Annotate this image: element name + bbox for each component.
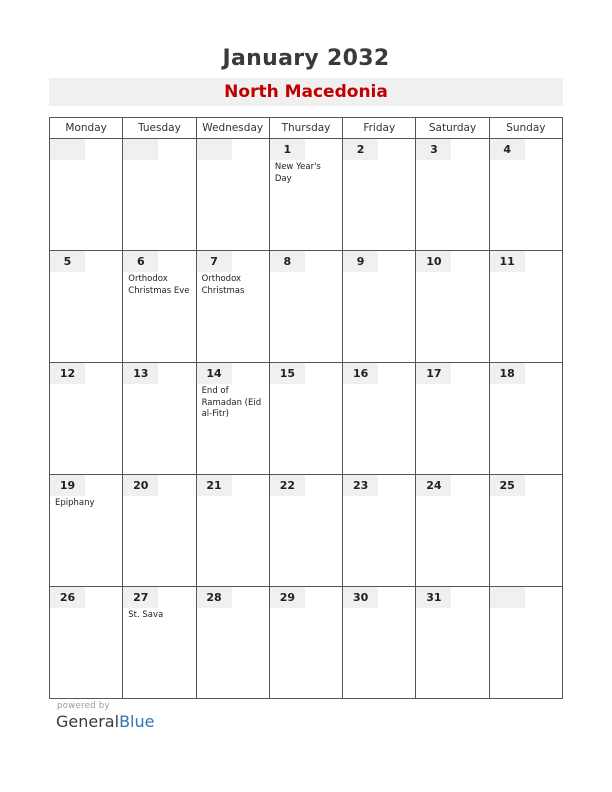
calendar-day-cell[interactable] — [269, 363, 342, 475]
calendar-day-cell[interactable] — [196, 475, 269, 587]
calendar-day-cell[interactable] — [489, 139, 562, 251]
holiday-label: Orthodox Christmas — [201, 274, 245, 296]
day-number: 11 — [490, 251, 525, 272]
calendar-day-cell[interactable] — [123, 587, 196, 699]
calendar-day-cell[interactable] — [416, 251, 489, 363]
weekday-thursday: Thursday — [269, 118, 342, 139]
day-number: 27 — [123, 587, 158, 608]
calendar-day-cell[interactable] — [269, 139, 342, 251]
day-number: 15 — [270, 363, 305, 384]
holiday-label: New Year's Day — [274, 162, 321, 184]
calendar-day-cell[interactable] — [123, 251, 196, 363]
day-number: 23 — [343, 475, 378, 496]
day-number: 7 — [197, 251, 232, 272]
calendar-day-cell[interactable] — [196, 363, 269, 475]
calendar-day-cell[interactable] — [489, 475, 562, 587]
weekday-saturday: Saturday — [416, 118, 489, 139]
calendar-body — [50, 139, 563, 699]
day-number: 30 — [343, 587, 378, 608]
calendar-day-cell[interactable] — [196, 139, 269, 251]
day-number: 31 — [416, 587, 451, 608]
calendar-day-cell[interactable] — [123, 475, 196, 587]
powered-by-text: powered by — [57, 701, 110, 711]
calendar-day-cell[interactable] — [50, 139, 123, 251]
day-number: 9 — [343, 251, 378, 272]
brand-blue-text: Blue — [119, 712, 155, 731]
day-number: 24 — [416, 475, 451, 496]
day-number: 4 — [490, 139, 525, 160]
calendar-day-cell[interactable] — [343, 251, 416, 363]
day-number: 25 — [490, 475, 525, 496]
day-number: 29 — [270, 587, 305, 608]
weekday-header-row — [50, 118, 563, 139]
day-number: 6 — [123, 251, 158, 272]
day-number: 18 — [490, 363, 525, 384]
holiday-label: End of Ramadan (Eid al-Fitr) — [201, 386, 262, 419]
holiday-label: Epiphany — [55, 498, 95, 508]
day-number — [50, 139, 85, 160]
calendar-day-cell[interactable] — [50, 363, 123, 475]
calendar-day-cell[interactable] — [123, 139, 196, 251]
day-number: 17 — [416, 363, 451, 384]
day-number: 20 — [123, 475, 158, 496]
day-number: 10 — [416, 251, 451, 272]
day-number: 3 — [416, 139, 451, 160]
day-number: 21 — [197, 475, 232, 496]
calendar-day-cell[interactable] — [269, 475, 342, 587]
day-number: 16 — [343, 363, 378, 384]
weekday-tuesday: Tuesday — [123, 118, 196, 139]
calendar-day-cell[interactable] — [343, 363, 416, 475]
day-number: 19 — [50, 475, 85, 496]
brand-general-text: General — [56, 712, 120, 731]
weekday-sunday: Sunday — [489, 118, 562, 139]
day-number: 8 — [270, 251, 305, 272]
calendar-day-cell[interactable] — [489, 587, 562, 699]
calendar-day-cell[interactable] — [343, 139, 416, 251]
day-number: 28 — [197, 587, 232, 608]
calendar-day-cell[interactable] — [343, 587, 416, 699]
holiday-label: St. Sava — [128, 610, 164, 620]
calendar-day-cell[interactable] — [196, 251, 269, 363]
weekday-monday: Monday — [50, 118, 123, 139]
country-name: North Macedonia — [49, 78, 563, 106]
calendar-week-row — [50, 251, 563, 363]
calendar-day-cell[interactable] — [50, 251, 123, 363]
page-title: January 2032 — [222, 46, 390, 71]
calendar-day-cell[interactable] — [50, 587, 123, 699]
day-number: 1 — [270, 139, 305, 160]
calendar-grid — [49, 117, 563, 699]
calendar-day-cell[interactable] — [50, 475, 123, 587]
weekday-friday: Friday — [343, 118, 416, 139]
calendar-day-cell[interactable] — [416, 363, 489, 475]
holiday-label: Orthodox Christmas Eve — [128, 274, 190, 296]
calendar-day-cell[interactable] — [489, 363, 562, 475]
day-number: 12 — [50, 363, 85, 384]
footer — [56, 701, 154, 731]
day-number: 13 — [123, 363, 158, 384]
calendar-day-cell[interactable] — [343, 475, 416, 587]
calendar-day-cell[interactable] — [416, 139, 489, 251]
calendar-day-cell[interactable] — [196, 587, 269, 699]
day-number: 14 — [197, 363, 232, 384]
calendar-day-cell[interactable] — [269, 587, 342, 699]
calendar-day-cell[interactable] — [123, 363, 196, 475]
weekday-wednesday: Wednesday — [196, 118, 269, 139]
calendar-day-cell[interactable] — [269, 251, 342, 363]
calendar-week-row — [50, 587, 563, 699]
calendar-day-cell[interactable] — [489, 251, 562, 363]
day-number — [123, 139, 158, 160]
calendar-day-cell[interactable] — [416, 475, 489, 587]
calendar-week-row — [50, 139, 563, 251]
day-number: 5 — [50, 251, 85, 272]
calendar-day-cell[interactable] — [416, 587, 489, 699]
day-number — [490, 587, 525, 608]
calendar-week-row — [50, 475, 563, 587]
brand-logo[interactable] — [56, 712, 154, 731]
day-number: 22 — [270, 475, 305, 496]
calendar-week-row — [50, 363, 563, 475]
day-number — [197, 139, 232, 160]
day-number: 26 — [50, 587, 85, 608]
day-number: 2 — [343, 139, 378, 160]
